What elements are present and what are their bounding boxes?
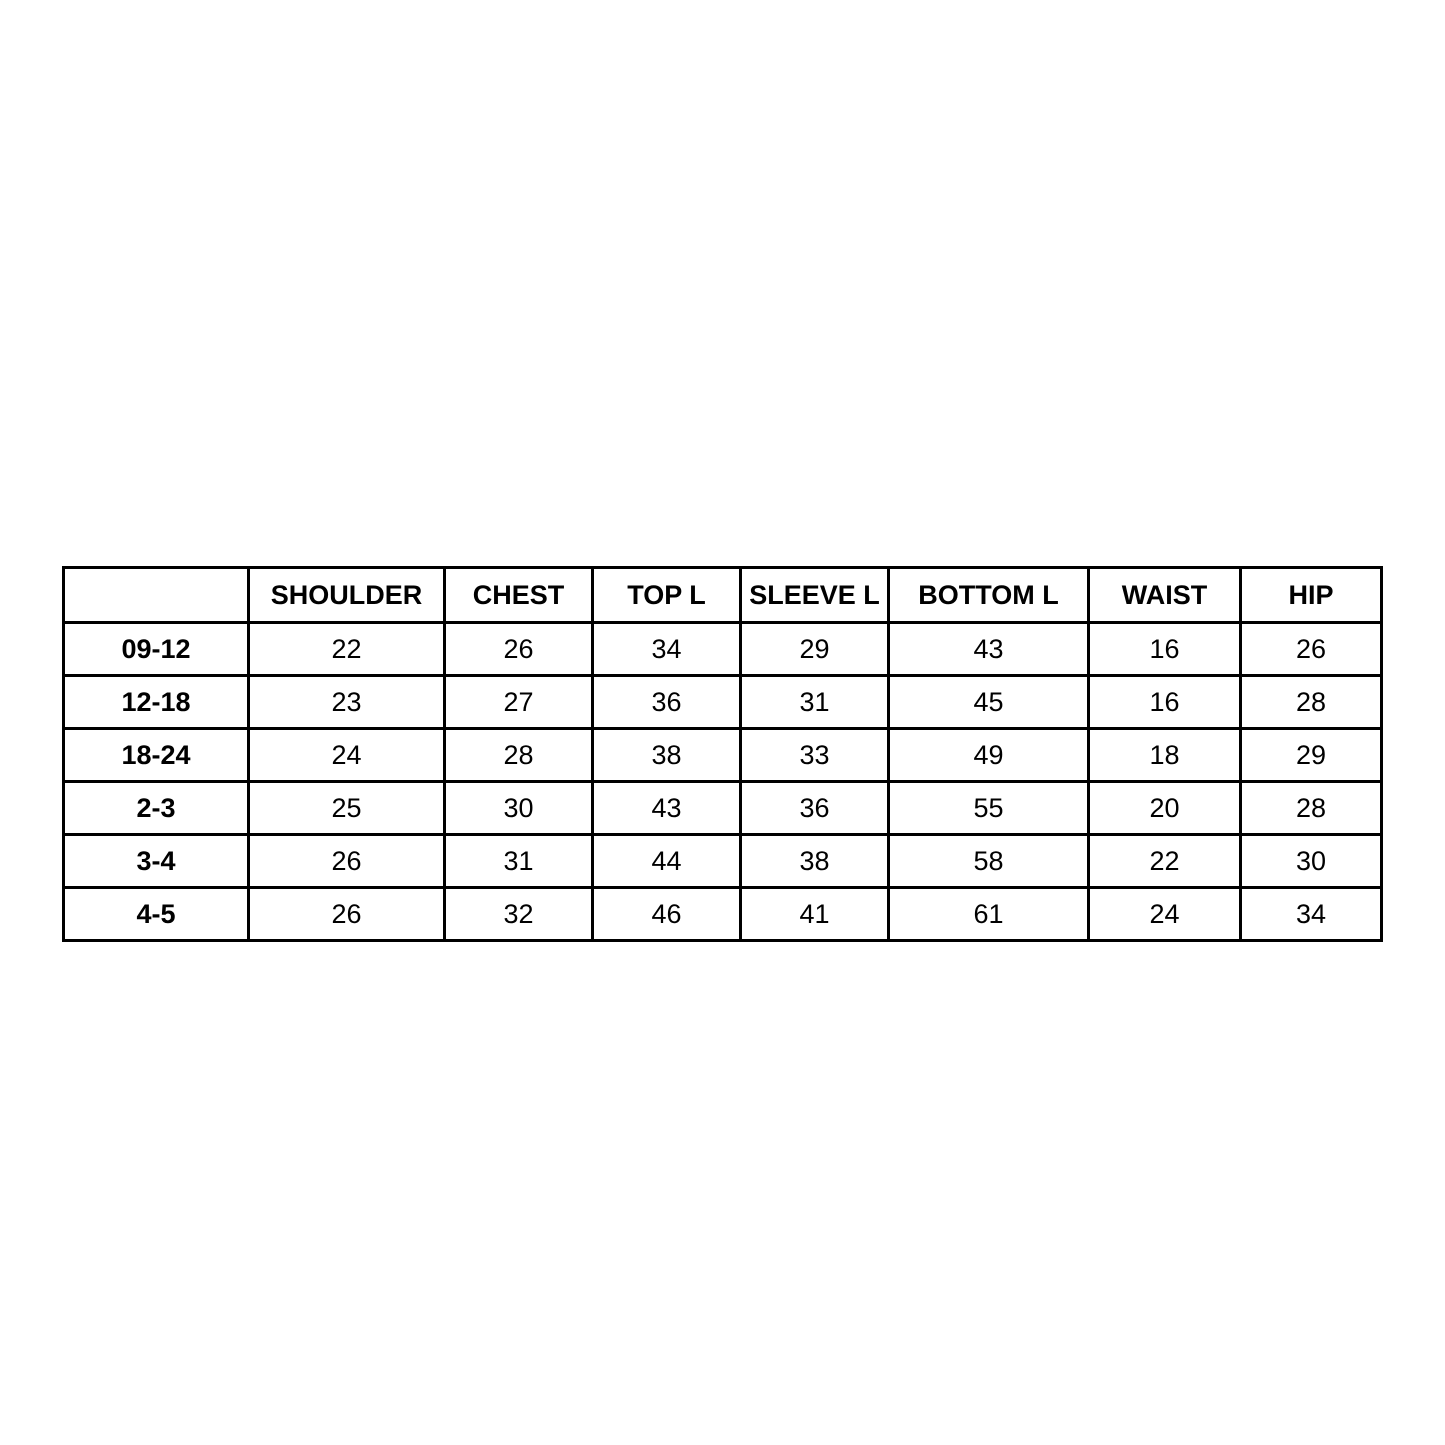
- column-header-bottom-l: BOTTOM L: [889, 568, 1089, 623]
- cell-sleeve-l: 29: [741, 623, 889, 676]
- table-header: [64, 568, 1382, 623]
- cell-chest: 31: [445, 835, 593, 888]
- cell-bottom-l: 58: [889, 835, 1089, 888]
- cell-bottom-l: 43: [889, 623, 1089, 676]
- cell-hip: 30: [1241, 835, 1382, 888]
- cell-bottom-l: 55: [889, 782, 1089, 835]
- cell-top-l: 36: [593, 676, 741, 729]
- cell-hip: 29: [1241, 729, 1382, 782]
- cell-shoulder: 22: [249, 623, 445, 676]
- column-header-waist: WAIST: [1089, 568, 1241, 623]
- cell-waist: 22: [1089, 835, 1241, 888]
- cell-chest: 26: [445, 623, 593, 676]
- row-header-size: 4-5: [64, 888, 249, 941]
- cell-top-l: 46: [593, 888, 741, 941]
- cell-sleeve-l: 36: [741, 782, 889, 835]
- table-row: [64, 676, 1382, 729]
- cell-chest: 28: [445, 729, 593, 782]
- cell-hip: 28: [1241, 676, 1382, 729]
- cell-shoulder: 23: [249, 676, 445, 729]
- cell-waist: 16: [1089, 623, 1241, 676]
- cell-bottom-l: 45: [889, 676, 1089, 729]
- row-header-size: 09-12: [64, 623, 249, 676]
- cell-chest: 32: [445, 888, 593, 941]
- column-header-corner: [64, 568, 249, 623]
- size-chart-table: [62, 566, 1383, 942]
- cell-shoulder: 26: [249, 835, 445, 888]
- cell-shoulder: 26: [249, 888, 445, 941]
- cell-bottom-l: 61: [889, 888, 1089, 941]
- table-row: [64, 835, 1382, 888]
- cell-top-l: 44: [593, 835, 741, 888]
- size-chart: [62, 566, 1380, 942]
- table-row: [64, 623, 1382, 676]
- row-header-size: 3-4: [64, 835, 249, 888]
- cell-chest: 27: [445, 676, 593, 729]
- table-body: [64, 623, 1382, 941]
- column-header-shoulder: SHOULDER: [249, 568, 445, 623]
- cell-sleeve-l: 41: [741, 888, 889, 941]
- column-header-chest: CHEST: [445, 568, 593, 623]
- cell-hip: 28: [1241, 782, 1382, 835]
- cell-sleeve-l: 31: [741, 676, 889, 729]
- cell-hip: 26: [1241, 623, 1382, 676]
- row-header-size: 2-3: [64, 782, 249, 835]
- column-header-sleeve-l: SLEEVE L: [741, 568, 889, 623]
- cell-top-l: 38: [593, 729, 741, 782]
- cell-chest: 30: [445, 782, 593, 835]
- cell-waist: 16: [1089, 676, 1241, 729]
- row-header-size: 12-18: [64, 676, 249, 729]
- cell-shoulder: 25: [249, 782, 445, 835]
- cell-top-l: 34: [593, 623, 741, 676]
- cell-waist: 24: [1089, 888, 1241, 941]
- table-row: [64, 782, 1382, 835]
- cell-waist: 20: [1089, 782, 1241, 835]
- cell-bottom-l: 49: [889, 729, 1089, 782]
- row-header-size: 18-24: [64, 729, 249, 782]
- table-header-row: [64, 568, 1382, 623]
- cell-top-l: 43: [593, 782, 741, 835]
- column-header-top-l: TOP L: [593, 568, 741, 623]
- cell-sleeve-l: 38: [741, 835, 889, 888]
- table-row: [64, 888, 1382, 941]
- cell-hip: 34: [1241, 888, 1382, 941]
- column-header-hip: HIP: [1241, 568, 1382, 623]
- cell-shoulder: 24: [249, 729, 445, 782]
- cell-waist: 18: [1089, 729, 1241, 782]
- table-row: [64, 729, 1382, 782]
- cell-sleeve-l: 33: [741, 729, 889, 782]
